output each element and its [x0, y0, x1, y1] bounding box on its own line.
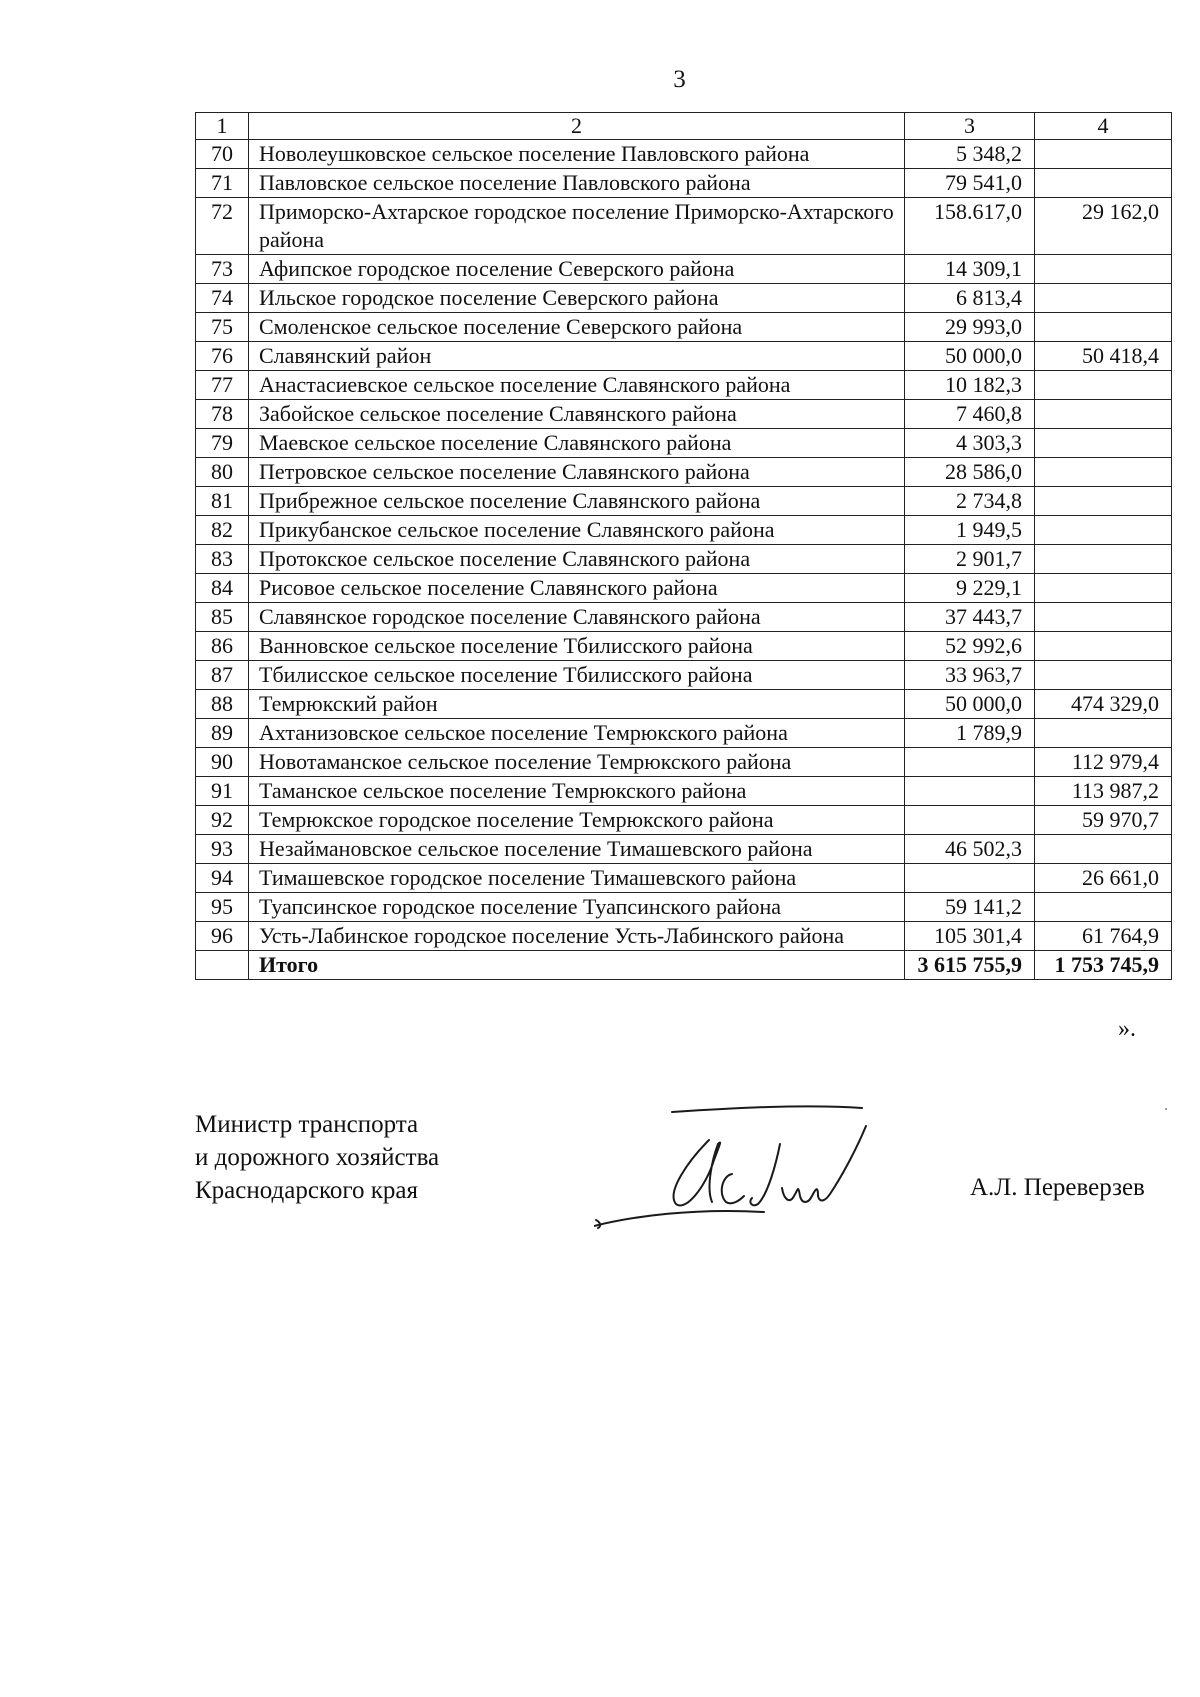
row-name-cell: Протокское сельское поселение Славянского района	[249, 545, 905, 574]
row-col4-cell	[1035, 284, 1172, 313]
row-col3-cell	[905, 777, 1035, 806]
row-col3-cell: 46 502,3	[905, 835, 1035, 864]
row-col4-cell: 29 162,0	[1035, 198, 1172, 255]
row-col3-cell: 4 303,3	[905, 429, 1035, 458]
table-row	[196, 400, 1172, 429]
handwritten-signature	[594, 1100, 884, 1230]
signatory-name: А.Л. Переверзев	[970, 1174, 1145, 1201]
row-number-cell: 83	[196, 545, 249, 574]
row-name-cell: Ванновское сельское поселение Тбилисского района	[249, 632, 905, 661]
row-name-cell: Таманское сельское поселение Темрюкского района	[249, 777, 905, 806]
table-row	[196, 922, 1172, 951]
closing-quote: ».	[1118, 1016, 1136, 1042]
table-row	[196, 545, 1172, 574]
table-row	[196, 255, 1172, 284]
row-name-cell: Прикубанское сельское поселение Славянского района	[249, 516, 905, 545]
table-row	[196, 777, 1172, 806]
row-name-cell: Темрюкское городское поселение Темрюкского района	[249, 806, 905, 835]
total-col3-cell: 3 615 755,9	[905, 951, 1035, 980]
row-col4-cell	[1035, 429, 1172, 458]
row-col4-cell	[1035, 545, 1172, 574]
row-col4-cell	[1035, 516, 1172, 545]
row-col4-cell	[1035, 371, 1172, 400]
row-number-cell: 77	[196, 371, 249, 400]
table-row	[196, 342, 1172, 371]
row-col3-cell: 79 541,0	[905, 169, 1035, 198]
table-row	[196, 458, 1172, 487]
row-name-cell: Усть-Лабинское городское поселение Усть-Лабинского района	[249, 922, 905, 951]
row-col3-cell: 2 734,8	[905, 487, 1035, 516]
header-col-2: 2	[249, 113, 905, 140]
row-col3-cell	[905, 864, 1035, 893]
row-col3-cell: 52 992,6	[905, 632, 1035, 661]
row-name-cell: Туапсинское городское поселение Туапсинского района	[249, 893, 905, 922]
row-number-cell: 86	[196, 632, 249, 661]
row-col4-cell	[1035, 313, 1172, 342]
row-col3-cell: 59 141,2	[905, 893, 1035, 922]
row-name-cell: Смоленское сельское поселение Северского района	[249, 313, 905, 342]
total-label-cell: Итого	[249, 951, 905, 980]
row-col3-cell: 29 993,0	[905, 313, 1035, 342]
row-col4-cell	[1035, 400, 1172, 429]
table-row	[196, 748, 1172, 777]
row-col4-cell: 474 329,0	[1035, 690, 1172, 719]
row-name-cell: Прибрежное сельское поселение Славянского района	[249, 487, 905, 516]
row-number-cell: 91	[196, 777, 249, 806]
header-col-4: 4	[1035, 113, 1172, 140]
table-body	[196, 113, 1172, 980]
row-col3-cell: 1 789,9	[905, 719, 1035, 748]
row-number-cell: 96	[196, 922, 249, 951]
row-name-cell: Славянский район	[249, 342, 905, 371]
row-col4-cell	[1035, 661, 1172, 690]
row-name-cell: Тимашевское городское поселение Тимашевского района	[249, 864, 905, 893]
row-number-cell: 95	[196, 893, 249, 922]
row-number-cell: 92	[196, 806, 249, 835]
row-number-cell: 75	[196, 313, 249, 342]
row-number-cell: 80	[196, 458, 249, 487]
row-number-cell: 84	[196, 574, 249, 603]
allocation-table	[195, 112, 1172, 980]
row-name-cell: Новотаманское сельское поселение Темрюкского района	[249, 748, 905, 777]
signatory-title	[195, 1108, 439, 1207]
signatory-title-line: и дорожного хозяйства	[195, 1144, 440, 1171]
table-row	[196, 835, 1172, 864]
header-col-3: 3	[905, 113, 1035, 140]
row-number-cell: 87	[196, 661, 249, 690]
row-col3-cell: 37 443,7	[905, 603, 1035, 632]
row-name-cell: Рисовое сельское поселение Славянского района	[249, 574, 905, 603]
row-col3-cell: 50 000,0	[905, 690, 1035, 719]
row-name-cell: Тбилисское сельское поселение Тбилисского района	[249, 661, 905, 690]
row-number-cell: 76	[196, 342, 249, 371]
row-col3-cell: 50 000,0	[905, 342, 1035, 371]
row-col4-cell	[1035, 835, 1172, 864]
row-col3-cell: 28 586,0	[905, 458, 1035, 487]
table-row	[196, 806, 1172, 835]
row-number-cell: 88	[196, 690, 249, 719]
row-col3-cell: 10 182,3	[905, 371, 1035, 400]
signatory-title-line: Министр транспорта	[195, 1111, 419, 1138]
table-row	[196, 284, 1172, 313]
table-row	[196, 690, 1172, 719]
row-number-cell: 81	[196, 487, 249, 516]
total-number-cell	[196, 951, 249, 980]
table-row	[196, 661, 1172, 690]
row-col4-cell	[1035, 169, 1172, 198]
row-col4-cell: 61 764,9	[1035, 922, 1172, 951]
row-number-cell: 74	[196, 284, 249, 313]
page-number: 3	[673, 66, 686, 93]
row-name-cell: Новолеушковское сельское поселение Павловского района	[249, 140, 905, 169]
row-name-cell: Афипское городское поселение Северского района	[249, 255, 905, 284]
row-number-cell: 72	[196, 198, 249, 255]
row-name-cell: Анастасиевское сельское поселение Славянского района	[249, 371, 905, 400]
table-row	[196, 487, 1172, 516]
table-row	[196, 516, 1172, 545]
row-name-cell: Славянское городское поселение Славянского района	[249, 603, 905, 632]
table-row	[196, 893, 1172, 922]
row-number-cell: 94	[196, 864, 249, 893]
scan-speck	[1165, 1108, 1167, 1110]
row-col4-cell: 59 970,7	[1035, 806, 1172, 835]
row-col3-cell: 158.617,0	[905, 198, 1035, 255]
row-col3-cell	[905, 806, 1035, 835]
row-col4-cell	[1035, 574, 1172, 603]
table-row	[196, 719, 1172, 748]
signatory-title-line: Краснодарского края	[195, 1177, 418, 1204]
row-name-cell: Маевское сельское поселение Славянского района	[249, 429, 905, 458]
row-col3-cell: 14 309,1	[905, 255, 1035, 284]
row-col3-cell: 7 460,8	[905, 400, 1035, 429]
row-name-cell: Незаймановское сельское поселение Тимашевского района	[249, 835, 905, 864]
table-row	[196, 313, 1172, 342]
row-number-cell: 90	[196, 748, 249, 777]
table-row	[196, 574, 1172, 603]
total-col4-cell: 1 753 745,9	[1035, 951, 1172, 980]
table-row	[196, 198, 1172, 255]
row-name-cell: Ахтанизовское сельское поселение Темрюкского района	[249, 719, 905, 748]
row-col3-cell: 105 301,4	[905, 922, 1035, 951]
row-number-cell: 85	[196, 603, 249, 632]
row-col4-cell: 112 979,4	[1035, 748, 1172, 777]
row-col4-cell	[1035, 487, 1172, 516]
total-row	[196, 951, 1172, 980]
table-row	[196, 632, 1172, 661]
row-number-cell: 78	[196, 400, 249, 429]
row-name-cell: Ильское городское поселение Северского района	[249, 284, 905, 313]
row-number-cell: 82	[196, 516, 249, 545]
row-number-cell: 70	[196, 140, 249, 169]
row-col4-cell	[1035, 719, 1172, 748]
row-number-cell: 93	[196, 835, 249, 864]
row-col3-cell: 6 813,4	[905, 284, 1035, 313]
table-row	[196, 140, 1172, 169]
row-col4-cell	[1035, 255, 1172, 284]
row-number-cell: 73	[196, 255, 249, 284]
row-col3-cell: 5 348,2	[905, 140, 1035, 169]
row-col3-cell: 9 229,1	[905, 574, 1035, 603]
row-col3-cell: 1 949,5	[905, 516, 1035, 545]
row-col4-cell	[1035, 632, 1172, 661]
table-row	[196, 169, 1172, 198]
row-col3-cell: 33 963,7	[905, 661, 1035, 690]
row-col4-cell: 113 987,2	[1035, 777, 1172, 806]
row-name-cell: Петровское сельское поселение Славянского района	[249, 458, 905, 487]
row-col3-cell	[905, 748, 1035, 777]
header-col-1: 1	[196, 113, 249, 140]
row-name-cell: Павловское сельское поселение Павловского района	[249, 169, 905, 198]
table-row	[196, 603, 1172, 632]
row-name-cell: Забойское сельское поселение Славянского района	[249, 400, 905, 429]
row-number-cell: 89	[196, 719, 249, 748]
row-col4-cell	[1035, 140, 1172, 169]
row-number-cell: 71	[196, 169, 249, 198]
row-name-cell: Темрюкский район	[249, 690, 905, 719]
row-number-cell: 79	[196, 429, 249, 458]
table-row	[196, 429, 1172, 458]
row-name-cell: Приморско-Ахтарское городское поселение Приморско-Ахтарского района	[249, 198, 905, 255]
row-col4-cell: 50 418,4	[1035, 342, 1172, 371]
row-col3-cell: 2 901,7	[905, 545, 1035, 574]
row-col4-cell	[1035, 893, 1172, 922]
table-row	[196, 371, 1172, 400]
row-col4-cell: 26 661,0	[1035, 864, 1172, 893]
table-row	[196, 864, 1172, 893]
row-col4-cell	[1035, 458, 1172, 487]
row-col4-cell	[1035, 603, 1172, 632]
table-header-row	[196, 113, 1172, 140]
